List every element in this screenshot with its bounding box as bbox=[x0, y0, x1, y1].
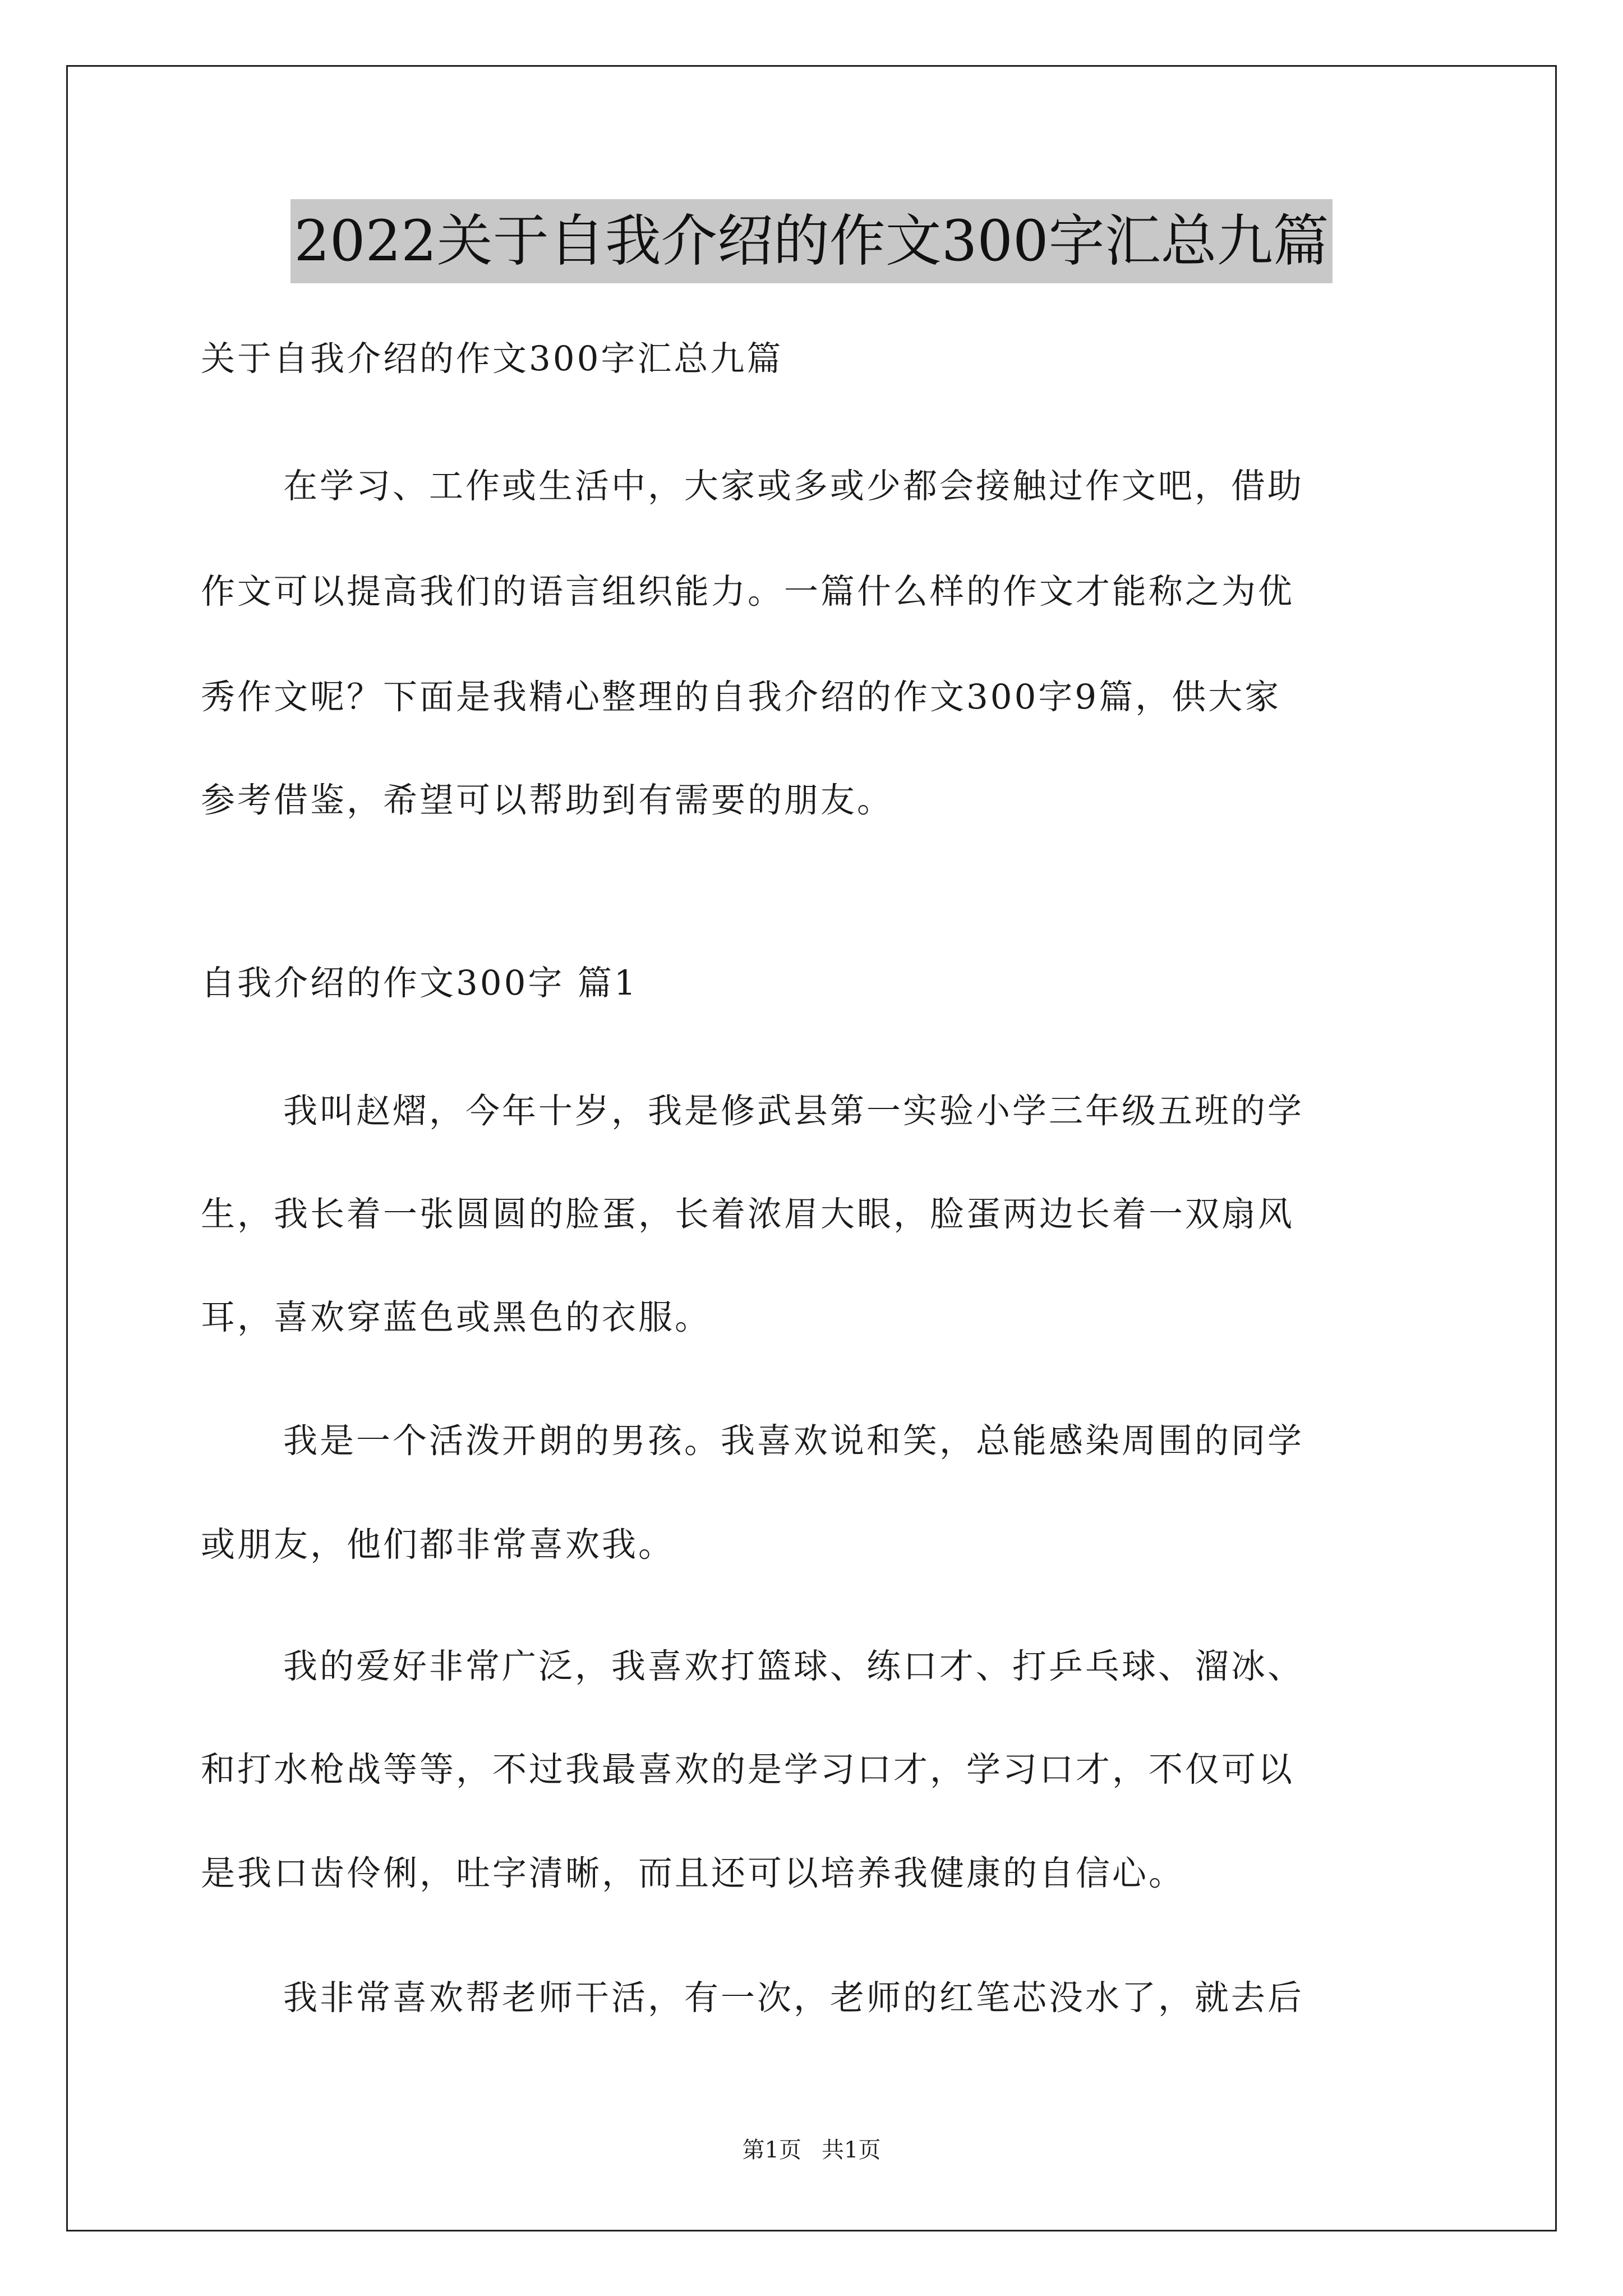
document-title-row bbox=[0, 199, 1623, 283]
page-number-current: 第1页 bbox=[742, 2137, 801, 2163]
paragraph-line: 我叫赵熠，今年十岁，我是修武县第一实验小学三年级五班的学 bbox=[283, 1091, 1304, 1131]
paragraph-line: 我的爱好非常广泛，我喜欢打篮球、练口才、打乒乓球、溜冰、 bbox=[283, 1646, 1304, 1686]
paragraph-line: 我非常喜欢帮老师干活，有一次，老师的红笔芯没水了，就去后 bbox=[283, 1978, 1304, 2018]
paragraph-line: 或朋友，他们都非常喜欢我。 bbox=[201, 1525, 675, 1565]
paragraph-line: 耳，喜欢穿蓝色或黑色的衣服。 bbox=[201, 1297, 712, 1337]
paragraph-line: 和打水枪战等等，不过我最喜欢的是学习口才，学习口才，不仅可以 bbox=[201, 1750, 1295, 1789]
intro-line-4: 参考借鉴，希望可以帮助到有需要的朋友。 bbox=[201, 780, 894, 820]
paragraph-line: 生，我长着一张圆圆的脸蛋，长着浓眉大眼，脸蛋两边长着一双扇风 bbox=[201, 1194, 1295, 1234]
intro-line-1: 在学习、工作或生活中，大家或多或少都会接触过作文吧，借助 bbox=[283, 466, 1304, 506]
intro-line-2: 作文可以提高我们的语言组织能力。一篇什么样的作文才能称之为优 bbox=[201, 572, 1295, 611]
section-heading: 自我介绍的作文300字 篇1 bbox=[201, 963, 638, 1003]
intro-line-3: 秀作文呢？下面是我精心整理的自我介绍的作文300字9篇，供大家 bbox=[201, 677, 1281, 717]
paragraph-line: 是我口齿伶俐，吐字清晰，而且还可以培养我健康的自信心。 bbox=[201, 1853, 1186, 1893]
page-number-total: 共1页 bbox=[822, 2137, 881, 2163]
document-title: 2022关于自我介绍的作文300字汇总九篇 bbox=[291, 199, 1332, 283]
page-footer bbox=[0, 2134, 1623, 2166]
paragraph-line: 我是一个活泼开朗的男孩。我喜欢说和笑，总能感染周围的同学 bbox=[283, 1421, 1304, 1461]
subtitle: 关于自我介绍的作文300字汇总九篇 bbox=[201, 339, 783, 379]
page-border bbox=[66, 65, 1557, 2231]
